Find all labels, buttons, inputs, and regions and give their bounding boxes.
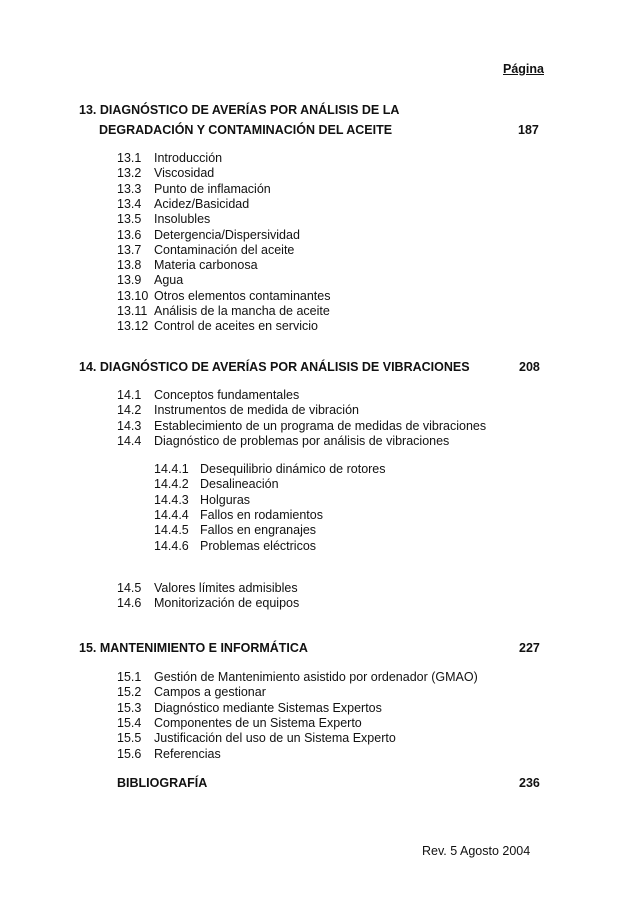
toc-entry-number: 15.2 [117,685,142,700]
section-15-page: 227 [519,641,540,655]
toc-entry-number: 15.3 [117,700,142,715]
toc-entry-title: Conceptos fundamentales [154,388,300,402]
toc-entry-number: 14.4.5 [154,523,189,538]
toc-entry-number: 14.2 [117,403,142,418]
toc-entry-title: Análisis de la mancha de aceite [154,304,330,318]
toc-entry-number: 13.7 [117,242,142,257]
toc-entry-number: 15.6 [117,746,142,761]
toc-entry-title: Instrumentos de medida de vibración [154,403,359,418]
toc-entry-title: Desequilibrio dinámico de rotores [200,462,386,476]
toc-entry-number: 13.9 [117,273,142,288]
toc-entry-number: 13.4 [117,196,142,211]
toc-entry-title: Otros elementos contaminantes [154,288,331,303]
toc-entry-title: Detergencia/Dispersividad [154,227,300,242]
toc-entry-number: 13.6 [117,227,142,242]
toc-entry-title: Referencias [154,746,221,761]
toc-entry-title: Campos a gestionar [154,685,266,700]
toc-entry-number: 14.4.6 [154,538,189,553]
toc-entry-number: 15.1 [117,670,142,684]
section-14-page: 208 [519,360,540,374]
toc-entry-title: Componentes de un Sistema Experto [154,715,362,730]
toc-entry-title: Holguras [200,492,251,507]
toc-entry-number: 13.10 [117,288,149,303]
page-column-label: Página [503,62,544,76]
toc-entry-number: 14.5 [117,581,142,595]
toc-entry-title: Desalineación [200,477,279,492]
toc-entry-title: Fallos en rodamientos [200,507,323,522]
toc-entry-number: 14.4.1 [154,462,189,476]
toc-entry-number: 14.1 [117,388,142,402]
toc-entry-number: 14.4.2 [154,477,189,492]
toc-entry-title: Acidez/Basicidad [154,196,250,211]
section-14-title: 14. DIAGNÓSTICO DE AVERÍAS POR ANÁLISIS DE VIBRACIONES [79,360,470,374]
toc-entry-number: 13.3 [117,181,142,196]
toc-entry-title: Materia carbonosa [154,258,258,273]
section-13-title-line2: DEGRADACIÓN Y CONTAMINACIÓN DEL ACEITE [99,123,393,137]
toc-entry-title: Valores límites admisibles [154,581,298,595]
section-13-page: 187 [518,123,539,137]
section-15-title: 15. MANTENIMIENTO E INFORMÁTICA [79,641,308,655]
toc-entry-title: Justificación del uso de un Sistema Experto [154,731,396,746]
toc-entry-number: 13.5 [117,212,142,227]
toc-entry-title: Insolubles [154,212,211,227]
toc-entry-number: 13.11 [117,304,148,318]
toc-entry-title: Establecimiento de un programa de medidas de vibraciones [154,418,487,433]
toc-entry-number: 14.3 [117,418,142,433]
toc-entry-number: 15.5 [117,731,142,746]
section-13-title-line1: 13. DIAGNÓSTICO DE AVERÍAS POR ANÁLISIS DE LA [79,103,400,117]
toc-entry-title: Diagnóstico de problemas por análisis de vibraciones [154,433,450,448]
toc-entry-title: Diagnóstico mediante Sistemas Expertos [154,700,382,715]
toc-entry-title: Contaminación del aceite [154,242,295,257]
toc-entry-title: Viscosidad [154,166,215,181]
toc-entry-number: 13.2 [117,166,142,181]
toc-entry-number: 14.4.4 [154,507,189,522]
revision-footer: Rev. 5 Agosto 2004 [422,844,531,858]
toc-entry-number: 14.6 [117,596,142,611]
toc-entry-number: 14.4.3 [154,492,189,507]
toc-entry-number: 13.8 [117,258,142,273]
toc-entry-title: Agua [154,273,184,288]
bibliography-page: 236 [519,776,540,790]
toc-entry-title: Punto de inflamación [154,181,271,196]
bibliography-label: BIBLIOGRAFÍA [117,776,208,790]
toc-entry-number: 14.4 [117,433,142,448]
toc-entry-title: Control de aceites en servicio [154,319,318,334]
toc-entry-number: 13.1 [117,151,142,165]
toc-entry-title: Monitorización de equipos [154,596,300,611]
toc-entry-number: 15.4 [117,715,142,730]
toc-entry-title: Fallos en engranajes [200,523,317,538]
toc-entry-title: Introducción [154,151,223,165]
toc-entry-number: 13.12 [117,319,149,334]
toc-entry-title: Problemas eléctricos [200,538,317,553]
toc-entry-title: Gestión de Mantenimiento asistido por ordenador (GMAO) [154,670,478,684]
